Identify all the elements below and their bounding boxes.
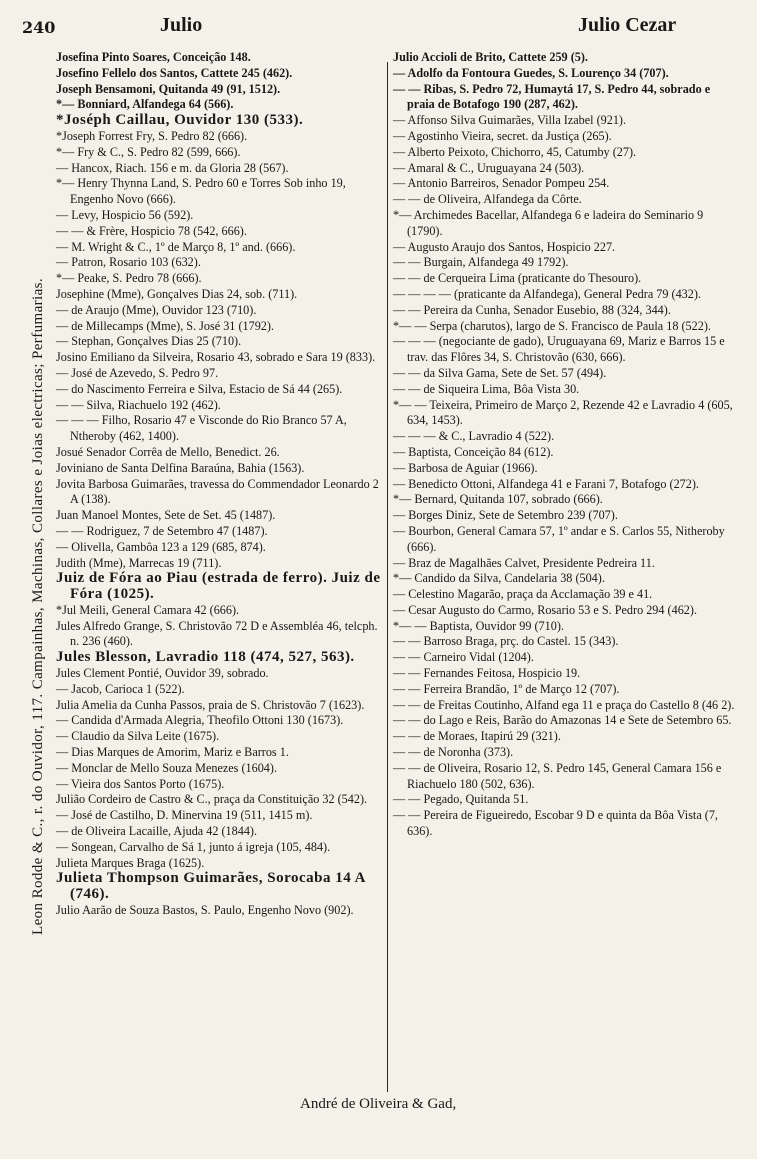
footer-text: André de Oliveira & Gad, [300, 1096, 457, 1112]
directory-entry: — Songean, Carvalho de Sá 1, junto á igreja (105, 484). [56, 839, 331, 854]
directory-entry: — Adolfo da Fontoura Guedes, S. Lourenço 34 (707). [393, 65, 669, 80]
directory-entry: — — de Oliveira, Rosario 12, S. Pedro 145, General Camara 156 e Riachuelo 180 (502, 636). [393, 760, 722, 791]
directory-entry: — — — (negociante de gado), Uruguayana 69, Mariz e Barros 15 e trav. das Flôres 34, S. Christovão (630, 666). [393, 334, 725, 365]
directory-entry: — do Nascimento Ferreira e Silva, Estacio de Sá 44 (265). [56, 381, 343, 396]
directory-entry: — Stephan, Gonçalves Dias 25 (710). [56, 334, 242, 349]
directory-entry: — Agostinho Vieira, secret. da Justiça (265). [393, 128, 612, 143]
directory-entry: *— Fry & C., S. Pedro 82 (599, 666). [56, 144, 241, 159]
directory-entry: — — Burgain, Alfandega 49 1792). [393, 255, 569, 270]
directory-entry: — de Millecamps (Mme), S. José 31 (1792). [56, 318, 274, 333]
directory-entry: Julio Aarão de Souza Bastos, S. Paulo, Engenho Novo (902). [56, 903, 354, 918]
directory-entry: — Borges Diniz, Sete de Setembro 239 (707). [393, 508, 618, 523]
directory-entry: *Jul Meili, General Camara 42 (666). [56, 602, 240, 617]
directory-entry: Julieta Thompson Guimarães, Sorocaba 14 A (746). [56, 870, 366, 903]
directory-entry: *— Candido da Silva, Candelaria 38 (504). [393, 571, 605, 586]
directory-entry: — Claudio da Silva Leite (1675). [56, 729, 220, 744]
directory-entry: — — da Silva Gama, Sete de Set. 57 (494). [393, 365, 607, 380]
page-number: 240 [22, 18, 56, 37]
column-divider [387, 62, 388, 1092]
directory-entry: Judith (Mme), Marrecas 19 (711). [56, 555, 222, 570]
directory-entry: Jules Clement Pontié, Ouvidor 39, sobrado. [56, 666, 269, 681]
directory-entry: Julia Amelia da Cunha Passos, praia de S. Christovão 7 (1623). [56, 697, 365, 712]
directory-entry: Joseph Bensamoni, Quitanda 49 (91, 1512). [56, 81, 281, 96]
directory-entry: Juan Manoel Montes, Sete de Set. 45 (1487). [56, 508, 276, 523]
directory-entry: — — Ribas, S. Pedro 72, Humaytá 17, S. Pedro 44, sobrado e praia de Botafogo 190 (287, 462). [393, 81, 711, 112]
directory-entry: — — Fernandes Feitosa, Hospicio 19. [393, 666, 581, 681]
directory-entry: *Joseph Forrest Fry, S. Pedro 82 (666). [56, 128, 248, 143]
directory-entry: Jules Blesson, Lavradio 118 (474, 527, 563). [56, 649, 355, 666]
directory-entry: Julieta Marques Braga (1625). [56, 855, 205, 870]
directory-entry: — — Rodriguez, 7 de Setembro 47 (1487). [56, 523, 268, 538]
left-column [56, 50, 384, 919]
directory-entry: Josefino Fellelo dos Santos, Cattete 245 (462). [56, 65, 293, 80]
directory-entry: — Monclar de Mello Souza Menezes (1604). [56, 760, 278, 775]
directory-entry: Josephine (Mme), Gonçalves Dias 24, sob. (711). [56, 286, 298, 301]
directory-entry: *— Bernard, Quitanda 107, sobrado (666). [393, 492, 603, 507]
directory-entry: — — Pereira da Cunha, Senador Eusebio, 88 (324, 344). [393, 302, 671, 317]
directory-entry: — — de Freitas Coutinho, Alfand ega 11 e praça do Castello 8 (46 2). [393, 697, 735, 712]
directory-entry: — José de Castilho, D. Minervina 19 (511, 1415 m). [56, 808, 313, 823]
directory-entry: Julio Accioli de Brito, Cattete 259 (5). [393, 50, 588, 64]
directory-entry: — Baptista, Conceição 84 (612). [393, 444, 554, 459]
directory-entry: — Dias Marques de Amorim, Mariz e Barros 1. [56, 745, 289, 760]
directory-entry: Jovita Barbosa Guimarães, travessa do Commendador Leonardo 2 A (138). [56, 476, 379, 507]
directory-entry: *— Peake, S. Pedro 78 (666). [56, 271, 202, 286]
directory-entry: — — & Frère, Hospicio 78 (542, 666). [56, 223, 247, 238]
directory-entry: *— — Teixeira, Primeiro de Março 2, Rezende 42 e Lavradio 4 (605, 634, 1453). [393, 397, 733, 428]
directory-entry: — Barbosa de Aguiar (1966). [393, 460, 538, 475]
directory-entry: — — Pegado, Quitanda 51. [393, 792, 529, 807]
directory-entry: *— Archimedes Bacellar, Alfandega 6 e ladeira do Seminario 9 (1790). [393, 207, 704, 238]
directory-entry: — Patron, Rosario 103 (632). [56, 255, 201, 270]
directory-entry: — José de Azevedo, S. Pedro 97. [56, 365, 219, 380]
directory-entry: — Jacob, Carioca 1 (522). [56, 681, 185, 696]
side-advertisement: Leon Rodde & C., r. do Ouvidor, 117. Campainhas, Machinas, Collares e Joias electricas; Perfumarias. [30, 277, 46, 935]
directory-entry: — — Ferreira Brandão, 1º de Março 12 (707). [393, 681, 620, 696]
directory-entry: Josué Senador Corrêa de Mello, Benedict. 26. [56, 444, 280, 459]
directory-entry: — — Carneiro Vidal (1204). [393, 650, 534, 665]
directory-entry: — Affonso Silva Guimarães, Villa Izabel (921). [393, 113, 627, 128]
directory-entry: — de Oliveira Lacaille, Ajuda 42 (1844). [56, 824, 258, 839]
directory-entry: Joviniano de Santa Delfina Baraúna, Bahia (1563). [56, 460, 305, 475]
directory-entry: *Joséph Caillau, Ouvidor 130 (533). [56, 112, 304, 129]
directory-entry: — — Barroso Braga, prç. do Castel. 15 (343). [393, 634, 619, 649]
directory-entry: *— — Baptista, Ouvidor 99 (710). [393, 618, 564, 633]
page-header [0, 4, 757, 44]
directory-entry: — — — — (praticante da Alfandega), General Pedra 79 (432). [393, 286, 701, 301]
directory-entry: — Cesar Augusto do Carmo, Rosario 53 e S. Pedro 294 (462). [393, 602, 697, 617]
directory-entry: — — Pereira de Figueiredo, Escobar 9 D e quinta da Bôa Vista (7, 636). [393, 808, 718, 839]
directory-entry: Josino Emiliano da Silveira, Rosario 43, sobrado e Sara 19 (833). [56, 350, 376, 365]
directory-entry: — Amaral & C., Uruguayana 24 (503). [393, 160, 585, 175]
directory-entry: *— Bonniard, Alfandega 64 (566). [56, 97, 234, 112]
directory-entry: — Bourbon, General Camara 57, 1º andar e S. Carlos 55, Nitheroby (666). [393, 523, 725, 554]
directory-entry: Josefina Pinto Soares, Conceição 148. [56, 50, 251, 64]
directory-entry: Julião Cordeiro de Castro & C., praça da Constituição 32 (542). [56, 792, 368, 807]
directory-entry: — Braz de Magalhães Calvet, Presidente Pedreira 11. [393, 555, 655, 570]
directory-entry: — Vieira dos Santos Porto (1675). [56, 776, 225, 791]
directory-entry: — Augusto Araujo dos Santos, Hospicio 227. [393, 239, 616, 254]
directory-entry: — — de Noronha (373). [393, 745, 514, 760]
running-title-left: Julio [160, 14, 203, 36]
directory-entry: — Benedicto Ottoni, Alfandega 41 e Farani 7, Botafogo (272). [393, 476, 699, 491]
directory-entry: Jules Alfredo Grange, S. Christovão 72 D e Assembléa 46, telcph. n. 236 (460). [56, 618, 378, 649]
directory-entry: — — do Lago e Reis, Barão do Amazonas 14 e Sete de Setembro 65. [393, 713, 732, 728]
directory-entry: Juiz de Fóra ao Piau (estrada de ferro). Juiz de Fóra (1025). [56, 570, 381, 603]
directory-entry: — Alberto Peixoto, Chichorro, 45, Catumby (27). [393, 144, 637, 159]
directory-entry: — Celestino Magarão, praça da Acclamação 39 e 41. [393, 587, 653, 602]
directory-entry: — — de Moraes, Itapirú 29 (321). [393, 729, 561, 744]
directory-entry: — Antonio Barreiros, Senador Pompeu 254. [393, 176, 610, 191]
directory-entry: — — de Cerqueira Lima (praticante do Thesouro). [393, 271, 642, 286]
directory-entry: — — de Oliveira, Alfandega da Côrte. [393, 192, 582, 207]
directory-entry: — — — Filho, Rosario 47 e Visconde do Rio Branco 57 A, Ntheroby (462, 1400). [56, 413, 347, 444]
right-column [393, 50, 739, 840]
directory-entry: — Hancox, Riach. 156 e m. da Gloria 28 (567). [56, 160, 289, 175]
directory-entry: — — — & C., Lavradio 4 (522). [393, 429, 555, 444]
directory-entry: — Candida d'Armada Alegria, Theofilo Ottoni 130 (1673). [56, 713, 344, 728]
directory-entry: — — de Siqueira Lima, Bôa Vista 30. [393, 381, 580, 396]
directory-entry: — — Silva, Riachuelo 192 (462). [56, 397, 221, 412]
running-title-right: Julio Cezar [578, 14, 677, 36]
directory-entry: — M. Wright & C., 1º de Março 8, 1º and. (666). [56, 239, 296, 254]
directory-entry: — de Araujo (Mme), Ouvidor 123 (710). [56, 302, 257, 317]
directory-entry: *— Henry Thynna Land, S. Pedro 60 e Torres Sob inho 19, Engenho Novo (666). [56, 176, 346, 207]
directory-entry: — Olivella, Gambôa 123 a 129 (685, 874). [56, 539, 266, 554]
directory-entry: — Levy, Hospicio 56 (592). [56, 207, 194, 222]
directory-entry: *— — Serpa (charutos), largo de S. Francisco de Paula 18 (522). [393, 318, 711, 333]
